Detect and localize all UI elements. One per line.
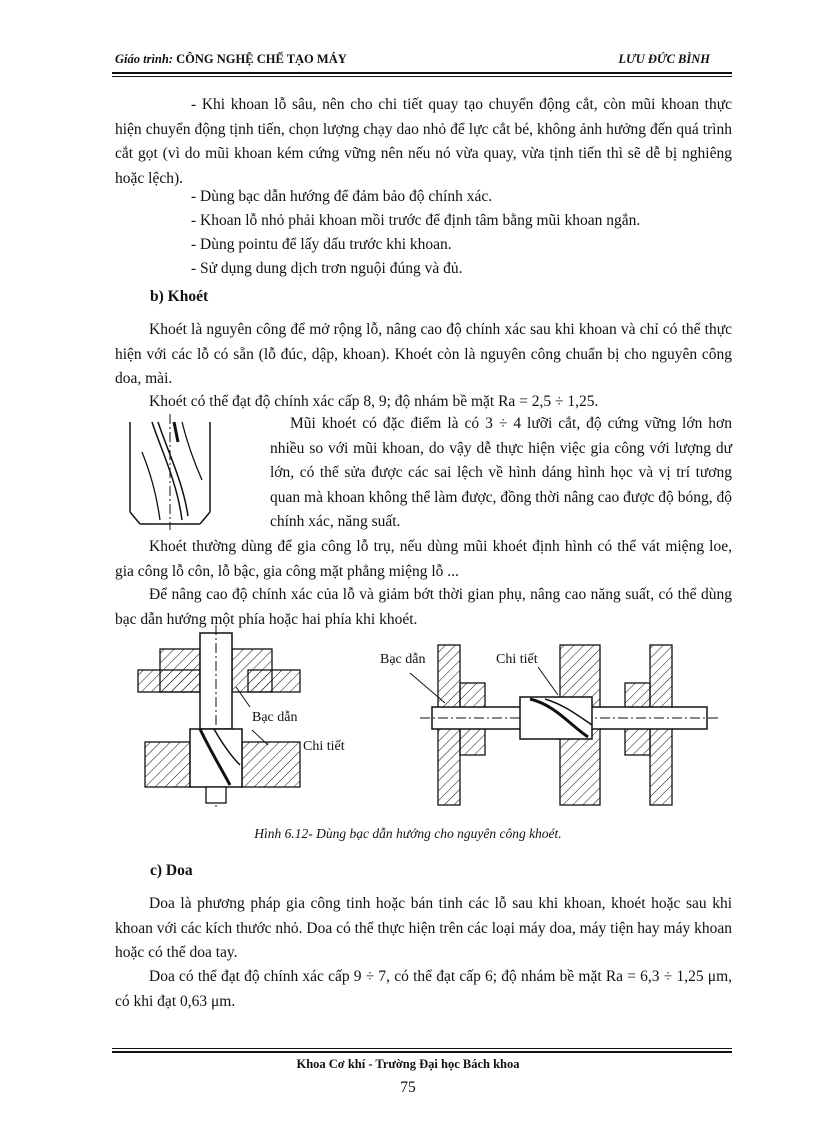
bullet-pilot-drill: - Khoan lỗ nhỏ phải khoan mồi trước để định tâm bằng mũi khoan ngắn.: [191, 212, 641, 229]
countersink-tool-figure: [122, 412, 222, 530]
paragraph-countersink-features: Mũi khoét có đặc điểm là có 3 ÷ 4 lưỡi cắt, độ cứng vững lớn hơn nhiều so với mũi khoan, do vậy dễ thực hiện việc gia công với lượng dư lớn, có thể sửa được các sai lệch về hình dáng hình học và vị trí tương quan mà khoan không thể làm được, đồng thời nâng cao được độ bóng, độ chính xác, năng suất.: [270, 415, 732, 530]
footer-institution: Khoa Cơ khí - Trường Đại học Bách khoa: [296, 1057, 520, 1071]
heading-khoet: b) Khoét: [150, 288, 209, 305]
paragraph-khoet-bushing: Để nâng cao độ chính xác của lỗ và giảm bớt thời gian phụ, nâng cao năng suất, có thể dùng bạc dẫn hướng một phía hoặc hai phía khi khoét.: [115, 586, 732, 628]
bullet-coolant: - Sử dụng dung dịch trơn nguội đúng và đủ.: [191, 260, 463, 277]
right-label-part: Chi tiết: [496, 652, 538, 667]
paragraph-khoet-definition: Khoét là nguyên công để mở rộng lỗ, nâng cao độ chính xác sau khi khoan và chỉ có thể thực hiện với các lỗ có sẵn (lỗ đúc, dập, khoan). Khoét còn là nguyên công chuẩn bị cho nguyên công doa, mài.: [115, 321, 732, 387]
figure-6-12: [0, 625, 816, 825]
footer-rule-thin: [112, 1048, 732, 1049]
right-subfigure-two-side-guide: [380, 645, 720, 805]
paragraph-doa-definition: Doa là phương pháp gia công tinh hoặc bán tinh các lỗ sau khi khoan, khoét hoặc sau khi khoan với các kích thước nhỏ. Doa có thể thực hiện trên các loại máy doa, máy tiện hay máy khoan hoặc có thể doa tay.: [115, 895, 732, 961]
left-label-part: Chi tiết: [303, 739, 345, 754]
paragraph-doa-accuracy: Doa có thể đạt độ chính xác cấp 9 ÷ 7, có thể đạt cấp 6; độ nhám bề mặt Ra = 6,3 ÷ 1,25 μm, có khi đạt 0,63 μm.: [115, 968, 732, 1010]
paragraph-khoet-uses: Khoét thường dùng để gia công lỗ trụ, nếu dùng mũi khoét định hình có thể vát miệng loe, gia công lỗ côn, lỗ bậc, gia công mặt phẳng miệng lỗ ...: [115, 538, 732, 580]
left-subfigure-one-side-guide: [138, 625, 345, 807]
left-label-bushing: Bạc dẫn: [252, 710, 298, 725]
header-left: [115, 52, 347, 67]
header-rule-thin: [112, 76, 732, 77]
footer-rule: [112, 1051, 732, 1053]
header-book-title: CÔNG NGHỆ CHẾ TẠO MÁY: [176, 52, 347, 66]
header-author: LƯU ĐỨC BÌNH: [618, 52, 710, 66]
bullet-pointu: - Dùng pointu để lấy dấu trước khi khoan.: [191, 236, 452, 253]
bullet-bushing: - Dùng bạc dẫn hướng để đảm bảo độ chính xác.: [191, 188, 493, 205]
paragraph-khoet-accuracy: Khoét có thể đạt độ chính xác cấp 8, 9; độ nhám bề mặt Ra = 2,5 ÷ 1,25.: [149, 393, 599, 410]
figure-caption: Hình 6.12- Dùng bạc dẫn hướng cho nguyên công khoét.: [254, 826, 562, 841]
page-number: 75: [400, 1079, 416, 1096]
header-prefix: Giáo trình:: [115, 52, 174, 66]
heading-doa: c) Doa: [150, 862, 193, 879]
paragraph-deep-drilling: - Khi khoan lỗ sâu, nên cho chi tiết quay tạo chuyển động cắt, còn mũi khoan thực hiện chuyển động tịnh tiến, chọn lượng chạy dao nhỏ để lực cắt bé, không ảnh hưởng đến quá trình cắt gọt (vì do mũi khoan kém cứng vững nên nếu nó vừa quay, vừa tịnh tiến thì sẽ dễ bị nghiêng hoặc lệch).: [115, 96, 732, 187]
header-rule: [112, 72, 732, 74]
right-label-bushing: Bạc dẫn: [380, 652, 426, 667]
